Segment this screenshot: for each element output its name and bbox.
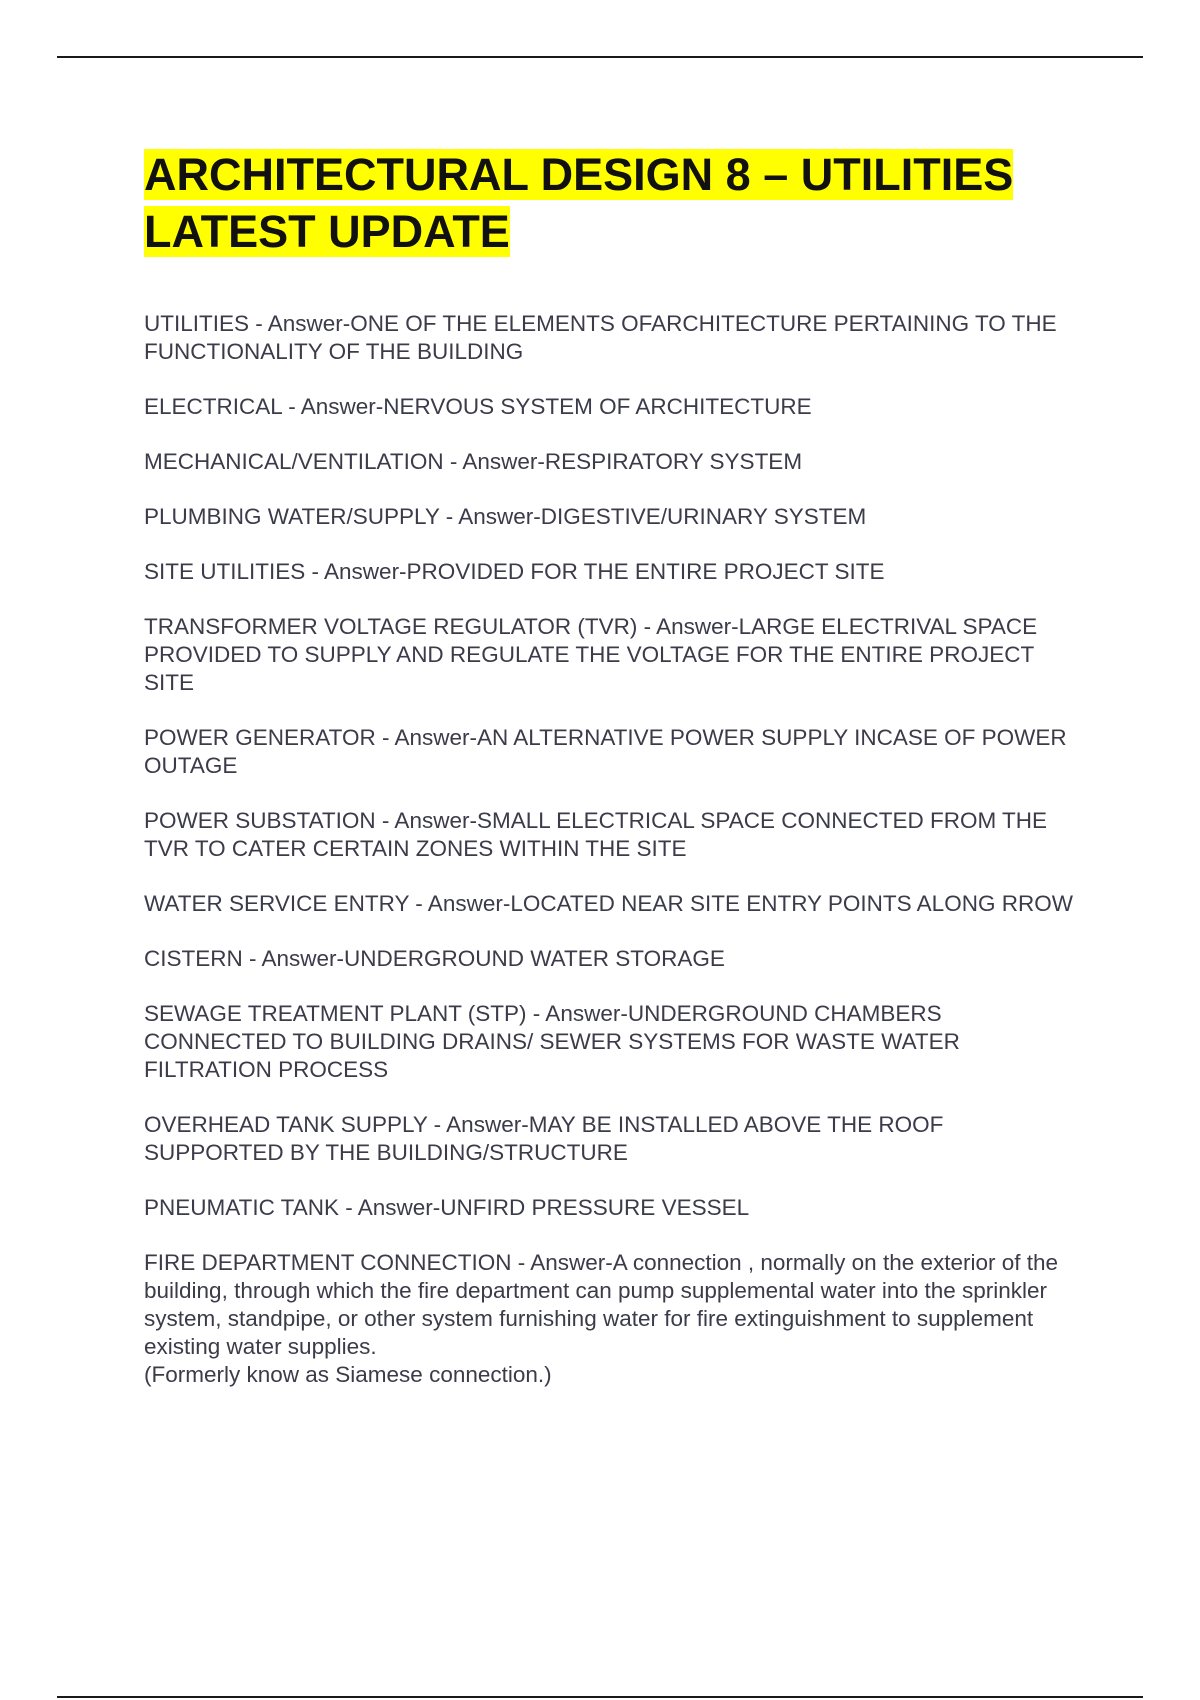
- entry-water-service-entry: WATER SERVICE ENTRY - Answer-LOCATED NEAR SITE ENTRY POINTS ALONG RROW: [144, 891, 1073, 916]
- entry-utilities: UTILITIES - Answer-ONE OF THE ELEMENTS OFARCHITECTURE PERTAINING TO THE FUNCTIONALITY OF THE BUILDING: [144, 311, 1057, 364]
- title-line-2: LATEST UPDATE: [144, 206, 510, 257]
- entry-cistern: CISTERN - Answer-UNDERGROUND WATER STORAGE: [144, 946, 725, 971]
- document-title: [144, 146, 1089, 260]
- entry-sewage-treatment-plant: SEWAGE TREATMENT PLANT (STP) - Answer-UNDERGROUND CHAMBERS CONNECTED TO BUILDING DRAINS/ SEWER SYSTEMS FOR WASTE WATER FILTRATION PROCESS: [144, 1001, 960, 1082]
- entry-overhead-tank-supply: OVERHEAD TANK SUPPLY - Answer-MAY BE INSTALLED ABOVE THE ROOF SUPPORTED BY THE BUILDING/STRUCTURE: [144, 1112, 944, 1165]
- entry-power-substation: POWER SUBSTATION - Answer-SMALL ELECTRICAL SPACE CONNECTED FROM THE TVR TO CATER CERTAIN ZONES WITHIN THE SITE: [144, 808, 1048, 861]
- entry-site-utilities: SITE UTILITIES - Answer-PROVIDED FOR THE ENTIRE PROJECT SITE: [144, 559, 885, 584]
- entry-fire-department-connection-text: FIRE DEPARTMENT CONNECTION - Answer-A connection , normally on the exterior of the building, through which the fire department can pump supplemental water into the sprinkler system, standpipe, or other system furnishing water for fire extinguishment to supplement existing water supplies.: [144, 1250, 1059, 1359]
- entry-power-generator: POWER GENERATOR - Answer-AN ALTERNATIVE POWER SUPPLY INCASE OF POWER OUTAGE: [144, 725, 1067, 778]
- entry-fire-department-connection-note: (Formerly know as Siamese connection.): [144, 1362, 552, 1387]
- bottom-rule: [57, 1696, 1143, 1698]
- entry-transformer-voltage-regulator: TRANSFORMER VOLTAGE REGULATOR (TVR) - Answer-LARGE ELECTRIVAL SPACE PROVIDED TO SUPPLY AND REGULATE THE VOLTAGE FOR THE ENTIRE PROJECT SITE: [144, 614, 1038, 695]
- entry-mechanical-ventilation: MECHANICAL/VENTILATION - Answer-RESPIRATORY SYSTEM: [144, 449, 803, 474]
- entry-plumbing-water-supply: PLUMBING WATER/SUPPLY - Answer-DIGESTIVE/URINARY SYSTEM: [144, 504, 867, 529]
- document-body: [144, 146, 1089, 1416]
- entry-electrical: ELECTRICAL - Answer-NERVOUS SYSTEM OF ARCHITECTURE: [144, 394, 812, 419]
- entry-fire-department-connection: [144, 1249, 1089, 1389]
- top-rule: [57, 56, 1143, 58]
- title-line-1: ARCHITECTURAL DESIGN 8 – UTILITIES: [144, 149, 1014, 200]
- entry-pneumatic-tank: PNEUMATIC TANK - Answer-UNFIRD PRESSURE VESSEL: [144, 1195, 750, 1220]
